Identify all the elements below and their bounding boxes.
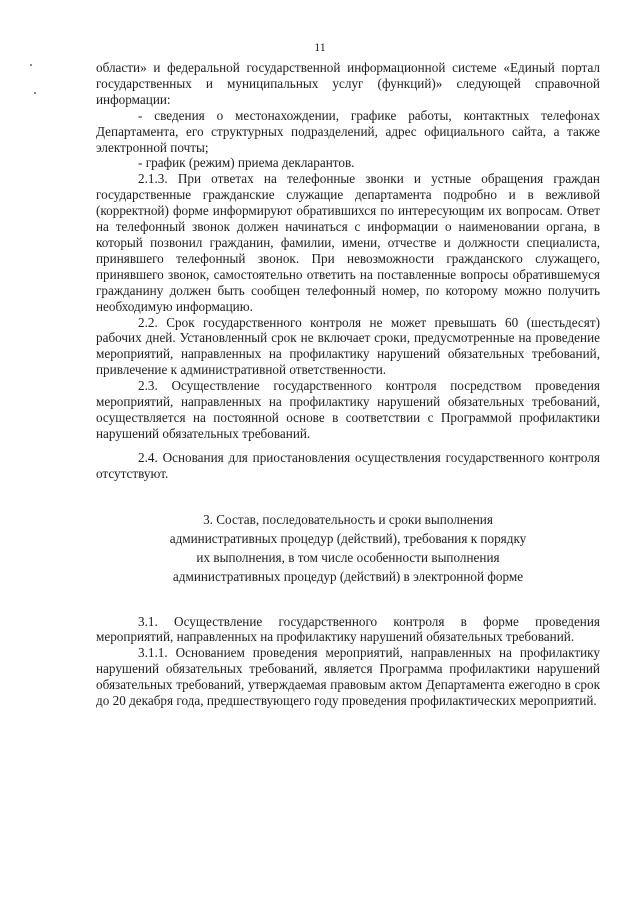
section-heading-line: 3. Состав, последовательность и сроки выполнения <box>203 511 493 527</box>
page-number: 11 <box>314 40 326 54</box>
paragraph-2-1-3: 2.1.3. При ответах на телефонные звонки и устные обращения граждан государственные гражданские служащие департамента подробно и в вежливой (корректной) форме информируют обратившихся по интересующим их вопросам. Ответ на телефонный звонок должен начинаться с информации о наименовании органа, в который позвонил гражданин, фамилии, имени, отчестве и должности специалиста, принявшего телефонный звонок. При невозможности гражданского служащего, принявшего звонок, самостоятельно ответить на поставленные вопросы обратившемуся гражданину должен быть сообщен телефонный номер, по которому можно получить необходимую информацию. <box>96 171 600 314</box>
section-heading-line: их выполнения, в том числе особенности выполнения <box>196 549 500 565</box>
paragraph-3-1: 3.1. Осуществление государственного контроля в форме проведения мероприятий, направленных на профилактику нарушений обязательных требований. <box>96 613 600 645</box>
paragraph-3-1-1: 3.1.1. Основанием проведения мероприятий, направленных на профилактику нарушений обязательных требований, является Программа профилактики нарушений обязательных требований, утверждаемая правовым актом Департамента ежегодно в срок до 20 декабря года, предшествующего году проведения профилактических мероприятий. <box>96 645 600 709</box>
paragraph-list-item-schedule: - график (режим) приема декларантов. <box>138 155 355 171</box>
paragraph-continuation: области» и федеральной государственной информационной системе «Единый портал государственных и муниципальных услуг (функций)» следующей справочной информации: <box>96 60 600 107</box>
scan-speck <box>34 92 36 94</box>
paragraph-2-4: 2.4. Основания для приостановления осуществления государственного контроля отсутствуют. <box>96 449 600 481</box>
scan-speck <box>30 64 32 66</box>
section-heading-line: административных процедур (действий), требования к порядку <box>169 530 527 546</box>
document-body <box>96 60 600 709</box>
section-heading <box>96 510 600 586</box>
paragraph-2-2: 2.2. Срок государственного контроля не может превышать 60 (шестьдесят) рабочих дней. Установленный срок не включает сроки, предусмотренные на проведение мероприятий, направленных на профилактику нарушений обязательных требований, привлечение к административной ответственности. <box>96 314 600 378</box>
paragraph-2-3: 2.3. Осуществление государственного контроля посредством проведения мероприятий, направленных на профилактику нарушений обязательных требований, осуществляется на постоянной основе в соответствии с Программой профилактики нарушений обязательных требований. <box>96 378 600 441</box>
section-heading-line: административных процедур (действий) в электронной форме <box>172 568 524 584</box>
paragraph-list-item-contacts: - сведения о местонахождении, графике работы, контактных телефонах Департамента, его структурных подразделений, адрес официального сайта, а также электронной почты; <box>96 107 600 155</box>
